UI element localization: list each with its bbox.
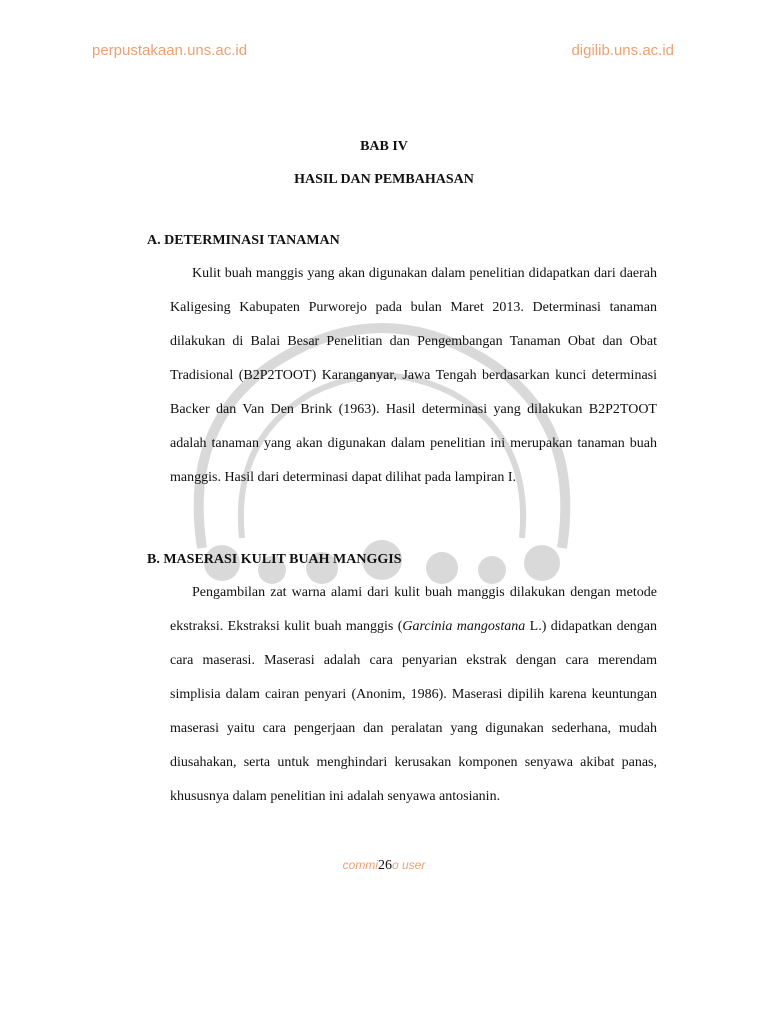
species-name: Garcinia mangostana (402, 619, 526, 634)
section-a-heading: A. DETERMINASI TANAMAN (147, 233, 340, 248)
section-a-paragraph (170, 257, 657, 495)
header-left-site: perpustakaan.uns.ac.id (92, 42, 248, 59)
page-number: 26 (377, 858, 392, 873)
section-b-text-1: Pengambilan zat warna alami dari kulit buah manggis dilakukan dengan metode ekstraksi. Ekstraksi kulit buah manggis ( (170, 585, 657, 634)
section-b-heading: B. MASERASI KULIT BUAH MANGGIS (147, 552, 402, 567)
header-right-site: digilib.uns.ac.id (571, 42, 674, 59)
footer-watermark-left: commi (342, 858, 378, 872)
page-footer (0, 858, 768, 874)
section-b-paragraph (170, 576, 657, 814)
section-a-text: Kulit buah manggis yang akan digunakan dalam penelitian didapatkan dari daerah Kaligesing Kabupaten Purworejo pada bulan Maret 2013. Determinasi tanaman dilakukan di Balai Besar Penelitian dan Pengembangan Tanaman Obat dan Obat Tradisional (B2P2TOOT) Karanganyar, Jawa Tengah berdasarkan kunci determinasi Backer dan Van Den Brink (1963). Hasil determinasi yang dilakukan B2P2TOOT adalah tanaman yang akan digunakan dalam penelitian ini merupakan tanaman buah manggis. Hasil dari determinasi dapat dilihat pada lampiran I. (170, 266, 657, 485)
chapter-number: BAB IV (360, 139, 408, 154)
footer-watermark-right: o user (391, 858, 426, 872)
chapter-title: HASIL DAN PEMBAHASAN (294, 172, 474, 187)
section-b-text-2: L.) didapatkan dengan cara maserasi. Maserasi adalah cara penyarian ekstrak dengan cara merendam simplisia dalam cairan penyari (Anonim, 1986). Maserasi dipilih karena keuntungan maserasi yaitu cara pengerjaan dan peralatan yang digunakan sederhana, mudah diusahakan, serta untuk menghindari kerusakan komponen senyawa akibat panas, khususnya dalam penelitian ini adalah senyawa antosianin. (170, 619, 658, 804)
